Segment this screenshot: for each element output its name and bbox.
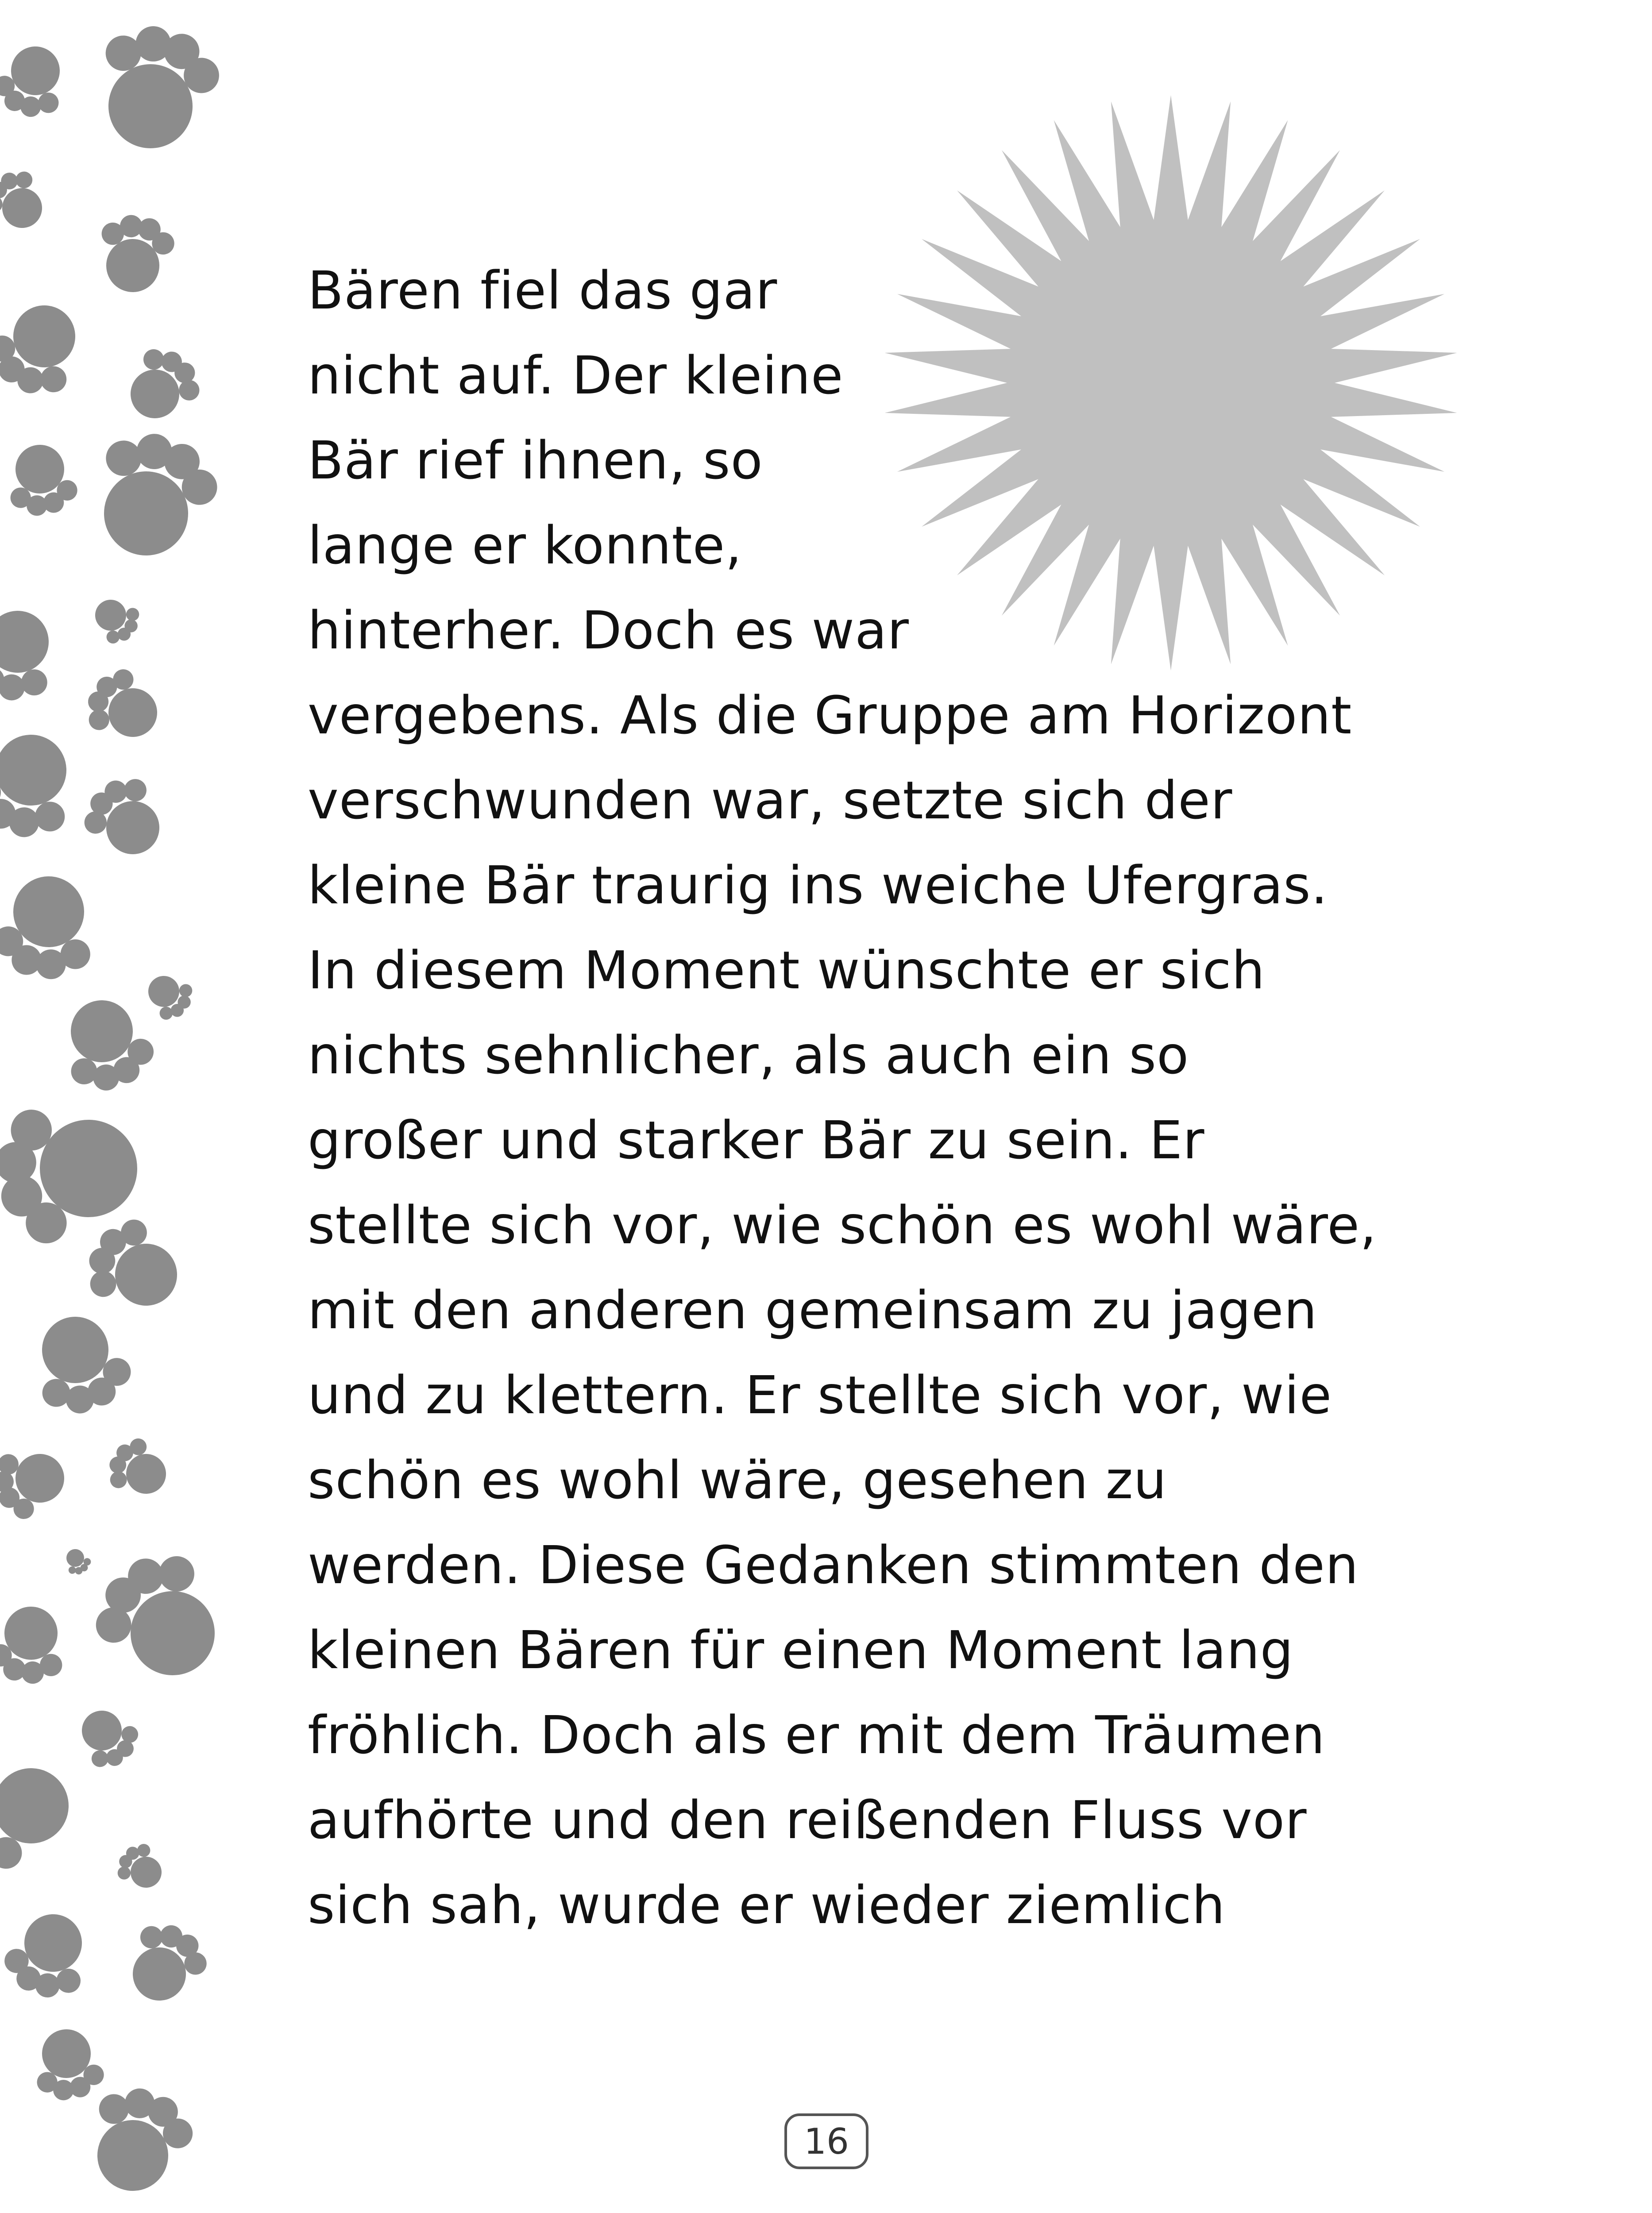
story-line: schön es wohl wäre, gesehen zu [308, 1450, 1167, 1511]
paw-print-icon [115, 1913, 216, 2016]
paw-print-icon [75, 1208, 195, 1327]
paw-print-icon [60, 1544, 94, 1578]
story-line: verschwunden war, setzte sich der [308, 770, 1233, 831]
paw-print-icon [0, 868, 103, 986]
story-line: großer und starker Bär zu sein. Er [308, 1110, 1205, 1171]
story-line: hinterher. Doch es war [308, 600, 909, 661]
paw-print-icon [84, 15, 228, 162]
story-line: stellte sich vor, wie schön es wohl wäre, [308, 1195, 1377, 1256]
paw-print-icon [0, 1902, 100, 2007]
story-line: Bären fiel das gar [308, 260, 778, 321]
paw-print-icon [0, 288, 96, 408]
paw-print-icon [93, 210, 178, 298]
story-line: Bär rief ihnen, so [308, 430, 763, 491]
story-line: sich sah, wurde er wieder ziemlich [308, 1874, 1226, 1935]
story-line: aufhörte und den reißenden Fluss vor [308, 1789, 1307, 1851]
paw-print-icon [138, 965, 200, 1027]
paw-print-icon [77, 660, 171, 754]
story-line: mit den anderen gemeinsam zu jagen [308, 1280, 1318, 1341]
paw-print-icon [0, 1600, 71, 1688]
story-line: kleinen Bären für einen Moment lang [308, 1619, 1294, 1681]
paw-print-icon [50, 987, 162, 1100]
story-line: lange er konnte, [308, 515, 742, 576]
story-line: vergebens. Als die Gruppe am Horizont [308, 685, 1352, 746]
story-line: kleine Bär traurig ins weiche Ufergras. [308, 855, 1328, 916]
paw-print-icon [68, 1698, 147, 1777]
paw-print-icon [85, 589, 147, 651]
page-number: 16 [784, 2113, 868, 2169]
paw-print-icon [0, 598, 68, 711]
paw-print-icon [2, 440, 81, 520]
paw-print-icon [114, 338, 210, 435]
paw-print-icon [0, 2203, 106, 2213]
paw-print-icon [29, 2024, 108, 2105]
story-text [308, 248, 1392, 1947]
paw-print-icon [77, 420, 228, 573]
paw-print-icon [0, 1438, 74, 1525]
paw-print-icon [0, 1743, 84, 1878]
paw-print-icon [0, 36, 75, 125]
paw-print-icon [100, 1431, 177, 1507]
story-line: nichts sehnlicher, als auch ein so [308, 1025, 1189, 1086]
paw-print-icon [75, 2077, 202, 2206]
paw-print-icon [0, 162, 56, 241]
paw-print-border [0, 0, 230, 2213]
paw-print-icon [78, 1535, 230, 1702]
story-line: nicht auf. Der kleine [308, 345, 844, 406]
story-line: werden. Diese Gedanken stimmten den [308, 1534, 1359, 1596]
story-line: In diesem Moment wünschte er sich [308, 940, 1266, 1001]
paw-print-icon [73, 766, 178, 871]
story-line: und zu klettern. Er stellte sich vor, wie [308, 1365, 1332, 1426]
story-line: fröhlich. Doch als er mit dem Träumen [308, 1704, 1325, 1766]
paw-print-icon [20, 1303, 139, 1424]
paw-print-icon [0, 720, 89, 849]
paw-print-icon [110, 1837, 172, 1898]
